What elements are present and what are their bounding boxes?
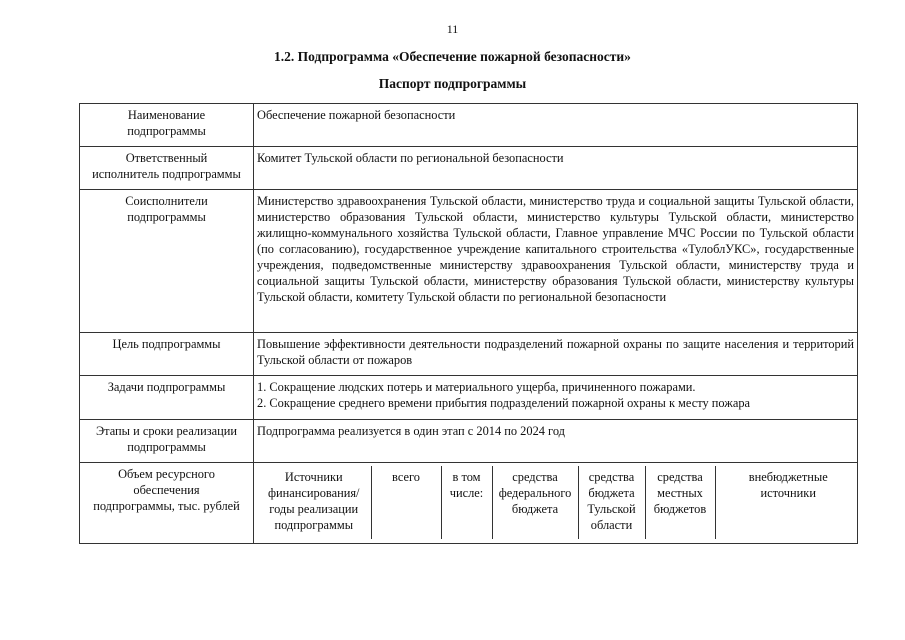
row-value: Подпрограмма реализуется в один этап с 2014 по 2024 год bbox=[254, 420, 858, 463]
label-line: подпрограммы bbox=[127, 210, 206, 224]
header-line: внебюджетные bbox=[748, 470, 828, 484]
page-title: 1.2. Подпрограмма «Обеспечение пожарной безопасности» bbox=[274, 49, 631, 64]
table-row-name bbox=[80, 104, 858, 147]
label-line: подпрограммы bbox=[127, 124, 206, 138]
header-line: бюджетов bbox=[653, 502, 707, 516]
fin-header-total bbox=[371, 466, 441, 539]
row-value: Министерство здравоохранения Тульской области, министерство труда и социальной защиты Тульской области, министерство образования Тульской области, министерство культуры Тульской области, министерство жилищно-коммунального хозяйства Тульской области, Главное управление МЧС России по Тульской области (по согласованию), государственное учреждение капитального строительства «ТулоблУКС», государственные учреждения, подведомственные министерству здравоохранения Тульской области, министерству труда и социальной защиты Тульской области, министерству образования Тульской области, министерству культуры Тульской области, комитету Тульской области по региональной безопасности bbox=[254, 190, 858, 333]
financing-cell bbox=[254, 463, 858, 544]
header-line: бюджета bbox=[588, 486, 635, 500]
row-label bbox=[80, 463, 254, 544]
fin-header-regional bbox=[578, 466, 645, 539]
fin-header-extrabudgetary bbox=[715, 466, 861, 539]
header-line: бюджета bbox=[511, 502, 559, 516]
header-line: финансирования/ bbox=[267, 486, 360, 500]
header-line: средства bbox=[657, 470, 703, 484]
row-label bbox=[80, 104, 254, 147]
row-label bbox=[80, 376, 254, 420]
fin-header-including bbox=[441, 466, 492, 539]
fin-header-federal bbox=[492, 466, 578, 539]
fin-header-sources bbox=[257, 466, 371, 539]
label-line: Этапы и сроки реализации bbox=[95, 424, 238, 438]
table-row-responsible bbox=[80, 147, 858, 190]
label-line: Ответственный bbox=[125, 151, 208, 165]
header-line: подпрограммы bbox=[274, 518, 354, 532]
header-line: области bbox=[590, 518, 633, 532]
header-line: федерального bbox=[498, 486, 572, 500]
label-line: Соисполнители bbox=[125, 194, 208, 208]
row-label bbox=[80, 190, 254, 333]
financing-header-row bbox=[257, 466, 861, 539]
header-line: Тульской bbox=[587, 502, 636, 516]
header-line: местных bbox=[657, 486, 703, 500]
page-number: 11 bbox=[446, 22, 459, 36]
label-line: исполнитель подпрограммы bbox=[92, 167, 241, 181]
header-line: в том bbox=[452, 470, 481, 484]
row-label bbox=[80, 333, 254, 376]
label-line: подпрограммы bbox=[127, 440, 206, 454]
task-line: 2. Сокращение среднего времени прибытия подразделений пожарной охраны к месту пожара bbox=[257, 396, 751, 410]
table-row-coexecutors bbox=[80, 190, 858, 333]
header-line: средства bbox=[588, 470, 635, 484]
fin-header-local bbox=[645, 466, 715, 539]
label-line: подпрограммы, тыс. рублей bbox=[93, 499, 240, 513]
header-line: средства bbox=[512, 470, 558, 484]
label-line: обеспечения bbox=[133, 483, 200, 497]
table-row-goal bbox=[80, 333, 858, 376]
table-row-stages bbox=[80, 420, 858, 463]
header-line: годы реализации bbox=[269, 502, 359, 516]
row-value: Комитет Тульской области по региональной безопасности bbox=[254, 147, 858, 190]
label-line: Задачи подпрограммы bbox=[107, 380, 226, 394]
task-line: 1. Сокращение людских потерь и материального ущерба, причиненного пожарами. bbox=[257, 380, 696, 394]
financing-table bbox=[257, 466, 861, 539]
label-line: Наименование bbox=[127, 108, 206, 122]
label-line: Объем ресурсного bbox=[118, 467, 215, 481]
header-line: Источники bbox=[284, 470, 343, 484]
row-label bbox=[80, 420, 254, 463]
header-line: всего bbox=[392, 470, 420, 484]
page-subtitle: Паспорт подпрограммы bbox=[378, 76, 527, 91]
header-line: источники bbox=[760, 486, 816, 500]
row-value: Обеспечение пожарной безопасности bbox=[254, 104, 858, 147]
table-row-tasks bbox=[80, 376, 858, 420]
row-value: Повышение эффективности деятельности подразделений пожарной охраны по защите населения и территорий Тульской области от пожаров bbox=[254, 333, 858, 376]
table-row-financing bbox=[80, 463, 858, 544]
row-label bbox=[80, 147, 254, 190]
label-line: Цель подпрограммы bbox=[112, 337, 221, 351]
header-line: числе: bbox=[449, 486, 484, 500]
passport-table bbox=[79, 103, 858, 544]
row-value bbox=[254, 376, 858, 420]
